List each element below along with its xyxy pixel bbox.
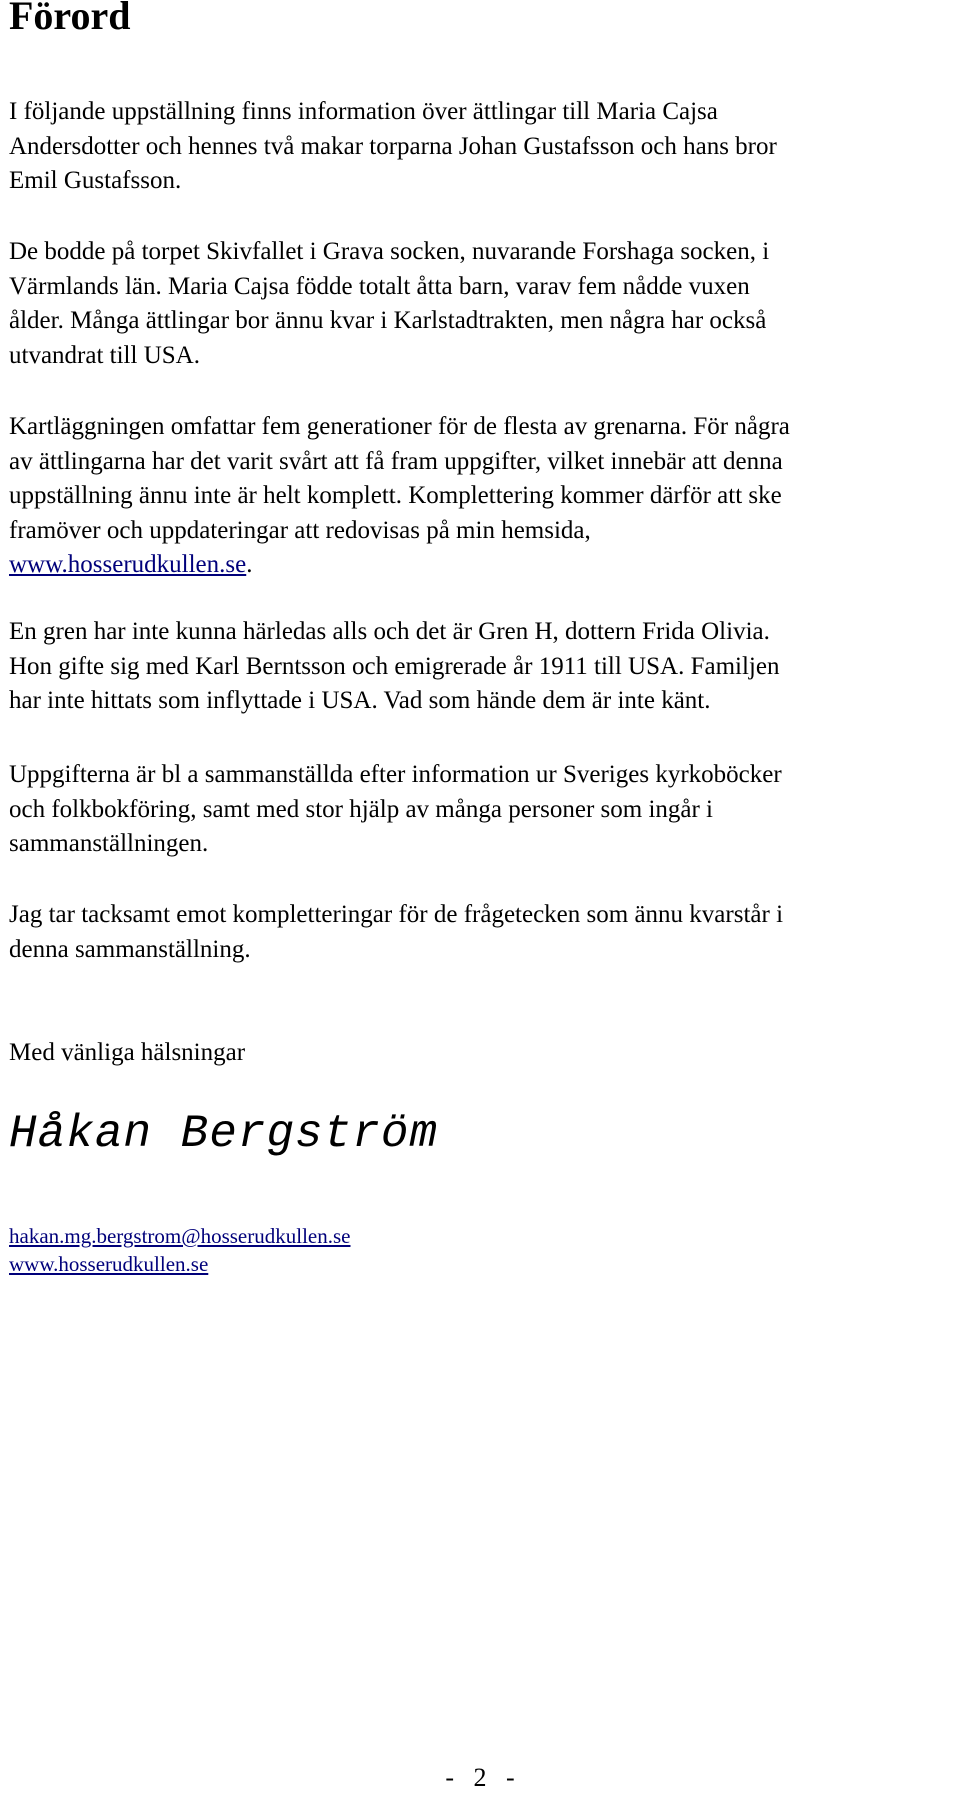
text-line: En gren har inte kunna härledas alls och det är Gren H, dottern Frida Olivia. — [9, 618, 770, 645]
text-line: uppställning ännu inte är helt komplett. Komplettering kommer därför att ske — [9, 482, 782, 509]
text-line: Hon gifte sig med Karl Berntsson och emigrerade år 1911 till USA. Familjen — [9, 652, 780, 680]
text-line: Uppgifterna är bl a sammanställda efter information ur Sveriges kyrkoböcker — [9, 761, 782, 788]
text-line: av ättlingarna har det varit svårt att få fram uppgifter, vilket innebär att denna — [9, 447, 783, 475]
page-number: - 2 - — [445, 1763, 515, 1792]
text-line: och folkbokföring, samt med stor hjälp av många personer som ingår i — [9, 795, 714, 823]
request-paragraph — [9, 898, 954, 967]
location-paragraph — [9, 235, 954, 373]
missing-branch-paragraph — [9, 615, 954, 719]
website-link-inline[interactable]: www.hosserudkullen.se — [9, 551, 247, 578]
signature: Håkan Bergström — [9, 1108, 439, 1160]
text-line: Värmlands län. Maria Cajsa födde totalt åtta barn, varav fem nådde vuxen — [9, 272, 750, 300]
sentence-end: . — [246, 551, 253, 578]
website-link[interactable]: www.hosserudkullen.se — [9, 1252, 209, 1276]
page-title: Förord — [9, 0, 131, 38]
text-line: denna sammanställning. — [9, 935, 251, 963]
intro-paragraph — [9, 95, 954, 199]
sources-paragraph — [9, 758, 954, 862]
text-line: Emil Gustafsson. — [9, 167, 182, 194]
text-line: De bodde på torpet Skivfallet i Grava socken, nuvarande Forshaga socken, i — [9, 238, 770, 265]
scope-paragraph — [9, 410, 954, 583]
text-line: ålder. Många ättlingar bor ännu kvar i Karlstadtrakten, men några har också — [9, 307, 767, 334]
text-line: Andersdotter och hennes två makar torparna Johan Gustafsson och hans bror — [9, 132, 777, 160]
email-link[interactable]: hakan.mg.bergstrom@hosserudkullen.se — [9, 1224, 351, 1248]
text-line: utvandrat till USA. — [9, 341, 200, 369]
text-line — [9, 548, 954, 583]
closing-greeting: Med vänliga hälsningar — [9, 1039, 246, 1066]
text-line: framöver och uppdateringar att redovisas på min hemsida, — [9, 516, 591, 544]
text-line: har inte hittats som inflyttade i USA. Vad som hände dem är inte känt. — [9, 687, 711, 714]
text-line: Jag tar tacksamt emot kompletteringar för de frågetecken som ännu kvarstår i — [9, 901, 784, 928]
text-line: Kartläggningen omfattar fem generationer för de flesta av grenarna. För några — [9, 413, 790, 440]
text-line: sammanställningen. — [9, 830, 209, 857]
text-line: I följande uppställning finns information över ättlingar till Maria Cajsa — [9, 98, 718, 125]
contact-links — [9, 1222, 350, 1278]
